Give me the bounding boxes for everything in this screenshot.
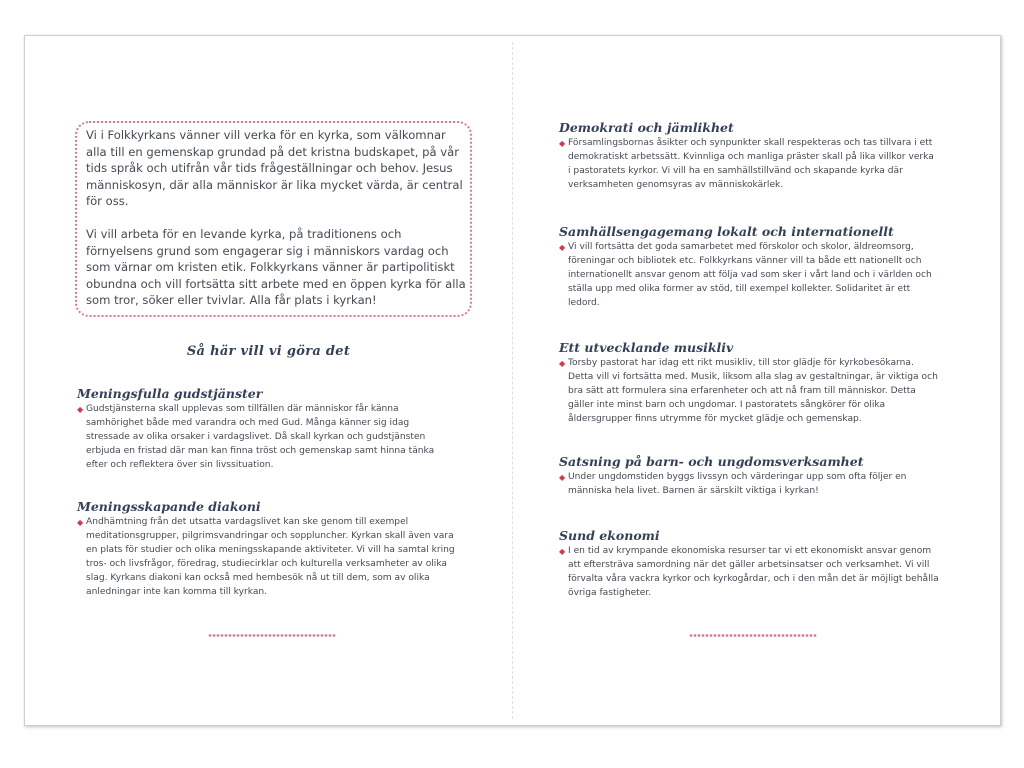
section-title: Meningsskapande diakoni [77, 499, 261, 514]
section-samhallsengagemang [559, 224, 939, 311]
dotted-divider [208, 633, 336, 638]
section-title: Satsning på barn- och ungdomsverksamhet [559, 454, 864, 469]
diamond-bullet-icon: ◆ [77, 518, 84, 527]
section-title: Ett utvecklande musikliv [559, 340, 734, 355]
section-musikliv [559, 340, 939, 427]
intro-paragraph-1: Vi i Folkkyrkans vänner vill verka för en kyrka, som välkomnar alla till en gemenskap grundad på det kristna budskapet, på vår tids språk och utifrån vår tids frågeställningar och behov. Jesus människosyn, där alla människor är lika mycket värda, är central för oss. [86, 128, 463, 209]
left-page [25, 36, 512, 725]
section-heading: Så här vill vi göra det [186, 344, 351, 359]
section-barn-ungdom [559, 454, 939, 499]
section-meningsskapande-diakoni [77, 499, 455, 599]
dotted-divider [689, 633, 817, 638]
section-title: Sund ekonomi [559, 528, 660, 543]
intro-box [75, 121, 472, 317]
brochure-spread [24, 35, 1001, 726]
diamond-bullet-icon: ◆ [559, 139, 566, 148]
section-title: Demokrati och jämlikhet [559, 120, 734, 135]
section-text: Torsby pastorat har idag ett rikt musikliv, till stor glädje för kyrkobesökarna. Detta vill vi fortsätta med. Musik, liksom alla slag av gestaltningar, är viktiga och bra sätt att formulera sina erfarenheter och att nå fram till människor. Detta gäller inte minst barn och ungdomar. I pastoratets sångkörer för olika åldersgrupper finns utrymme för mycket glädje och gemenskap. [568, 358, 938, 424]
section-sund-ekonomi [559, 528, 939, 601]
section-title: Samhällsengagemang lokalt och internationellt [559, 224, 894, 239]
diamond-bullet-icon: ◆ [559, 359, 566, 368]
diamond-bullet-icon: ◆ [77, 405, 84, 414]
diamond-bullet-icon: ◆ [559, 473, 566, 482]
diamond-bullet-icon: ◆ [559, 243, 566, 252]
section-text: Församlingsbornas åsikter och synpunkter skall respekteras och tas tillvara i ett demokratiskt arbetssätt. Kvinnliga och manliga präster skall på lika villkor verka i pastoratets kyrkor. Vi vill ha en samhällstillvänd och skapande kyrka där verksamheten genomsyras av människokärlek. [568, 138, 934, 190]
section-text: Andhämtning från det utsatta vardagslivet kan ske genom till exempel meditationsgrupper, pilgrimsvandringar och soppluncher. Kyrkan skall även vara en plats för studier och olika meningsskapande aktiviteter. Vi vill ha samtal kring tros- och livsfrågor, föredrag, studiecirklar och kulturella verksamheter av olika slag. Kyrkans diakoni kan också med hembesök nå ut till dem, som av olika anledningar inte kan komma till kyrkan. [86, 517, 455, 597]
diamond-bullet-icon: ◆ [559, 547, 566, 556]
section-text: Vi vill fortsätta det goda samarbetet med förskolor och skolor, äldreomsorg, föreningar och bibliotek etc. Folkkyrkans vänner vill ta både ett nationellt och internationellt ansvar genom att följa vad som sker i vårt land och i världen och ställa upp med olika former av stöd, till exempel kollekter. Solidaritet är ett ledord. [568, 242, 932, 308]
intro-paragraph-2: Vi vill arbeta för en levande kyrka, på traditionens och förnyelsens grund som engagerar sig i människors vardag och som värnar om kristen etik. Folkkyrkans vänner är partipolitiskt obundna och vill fortsätta sitt arbete med en öppen kyrka för alla som tror, söker eller tvivlar. Alla får plats i kyrkan! [86, 226, 466, 308]
right-page [513, 36, 1000, 725]
section-text: Gudstjänsterna skall upplevas som tillfällen där människor får känna samhörighet både med varandra och med Gud. Många känner sig idag stressade av olika orsaker i vardagslivet. Då skall kyrkan och gudstjänsten erbjuda en fristad där man kan finna tröst och gemenskap samt hinna tänka efter och reflektera över sin livssituation. [86, 404, 435, 470]
section-title: Meningsfulla gudstjänster [77, 386, 263, 401]
section-meningsfulla-gudstjanster [77, 386, 455, 473]
section-text: I en tid av krympande ekonomiska resurser tar vi ett ekonomiskt ansvar genom att eftersträva samordning när det gäller arbetsinsatser och verksamhet. Vi vill förvalta våra vackra kyrkor och kyrkogårdar, och i den mån det är möjligt behålla övriga fastigheter. [568, 546, 939, 598]
section-text: Under ungdomstiden byggs livssyn och värderingar upp som ofta följer en människa hela livet. Barnen är särskilt viktiga i kyrkan! [568, 472, 907, 496]
section-demokrati [559, 120, 939, 193]
